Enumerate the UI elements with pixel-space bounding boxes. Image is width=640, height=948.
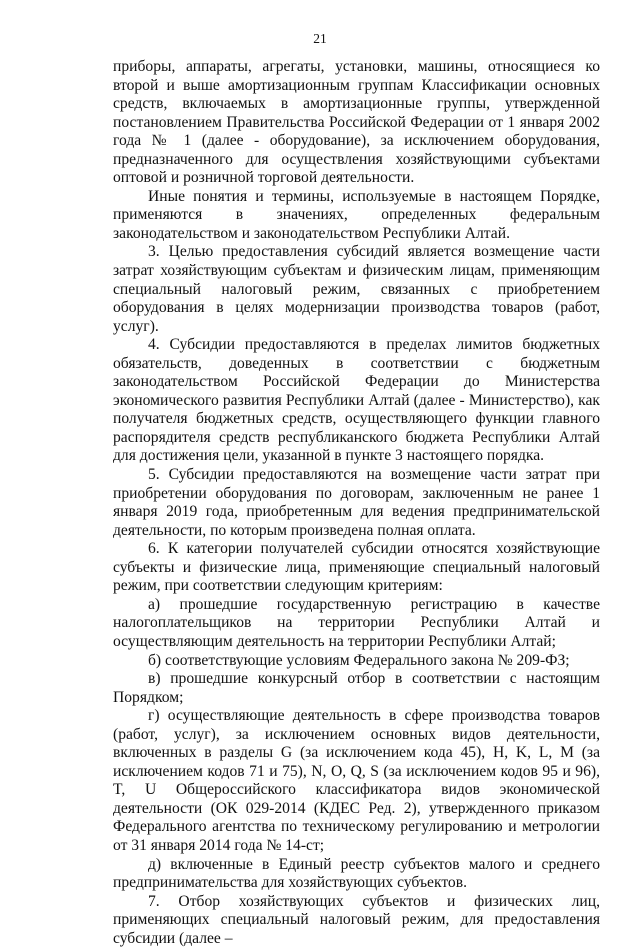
paragraph-equipment-definition: приборы, аппараты, агрегаты, установки, машины, относящиеся ко второй и выше амортизационным группам Классификации основных средств, включаемых в амортизационные группы, утвержденной постановлением Правительства Российской Федерации от 1 января 2002 года № 1 (далее - оборудование), за исключением оборудования, предназначенного для осуществления хозяйствующими субъектами оптовой и розничной торговой деятельности. bbox=[113, 58, 600, 187]
paragraph-item-7: 7. Отбор хозяйствующих субъектов и физических лиц, применяющих специальный налоговый режим, для предоставления субсидии (далее – bbox=[113, 892, 600, 947]
paragraph-item-3: 3. Целью предоставления субсидий является возмещение части затрат хозяйствующим субъектам и физическим лицам, применяющим специальный налоговый режим, связанных с приобретением оборудования в целях модернизации производства товаров (работ, услуг). bbox=[113, 243, 600, 335]
paragraph-item-4: 4. Субсидии предоставляются в пределах лимитов бюджетных обязательств, доведенных в соответствии с бюджетным законодательством Российской Федерации до Министерства экономического развития Республики Алтай (далее - Министерство), как получателя бюджетных средств, осуществляющего функции главного распорядителя средств республиканского бюджета Республики Алтай для достижения цели, указанной в пункте 3 настоящего порядка. bbox=[113, 336, 600, 465]
paragraph-item-6: 6. К категории получателей субсидии относятся хозяйствующие субъекты и физические лица, применяющие специальный налоговый режим, при соответствии следующим критериям: bbox=[113, 540, 600, 595]
document-body bbox=[113, 58, 600, 948]
paragraph-item-6a: а) прошедшие государственную регистрацию в качестве налогоплательщиков на территории Республики Алтай и осуществляющим деятельность на территории Республики Алтай; bbox=[113, 595, 600, 650]
paragraph-other-terms: Иные понятия и термины, используемые в настоящем Порядке, применяются в значениях, определенных федеральным законодательством и законодательством Республики Алтай. bbox=[113, 187, 600, 242]
paragraph-item-6d: д) включенные в Единый реестр субъектов малого и среднего предпринимательства для хозяйствующих субъектов. bbox=[113, 855, 600, 892]
paragraph-item-6g: г) осуществляющие деятельность в сфере производства товаров (работ, услуг), за исключением основных видов деятельности, включенных в разделы G (за исключением кода 45), H, K, L, M (за исключением кодов 71 и 75), N, O, Q, S (за исключением кодов 95 и 96), T, U Общероссийского классификатора видов экономической деятельности (ОК 029-2014 (КДЕС Ред. 2), утвержденного приказом Федерального агентства по техническому регулированию и метрологии от 31 января 2014 года № 14-ст; bbox=[113, 707, 600, 854]
page-number: 21 bbox=[313, 31, 327, 46]
paragraph-item-5: 5. Субсидии предоставляются на возмещение части затрат при приобретении оборудования по договорам, заключенным не ранее 1 января 2019 года, приобретенным для ведения предпринимательской деятельности, по которым произведена полная оплата. bbox=[113, 466, 600, 539]
paragraph-item-6b: б) соответствующие условиям Федерального закона № 209-ФЗ; bbox=[148, 651, 570, 669]
paragraph-item-6v: в) прошедшие конкурсный отбор в соответствии с настоящим Порядком; bbox=[113, 670, 600, 706]
